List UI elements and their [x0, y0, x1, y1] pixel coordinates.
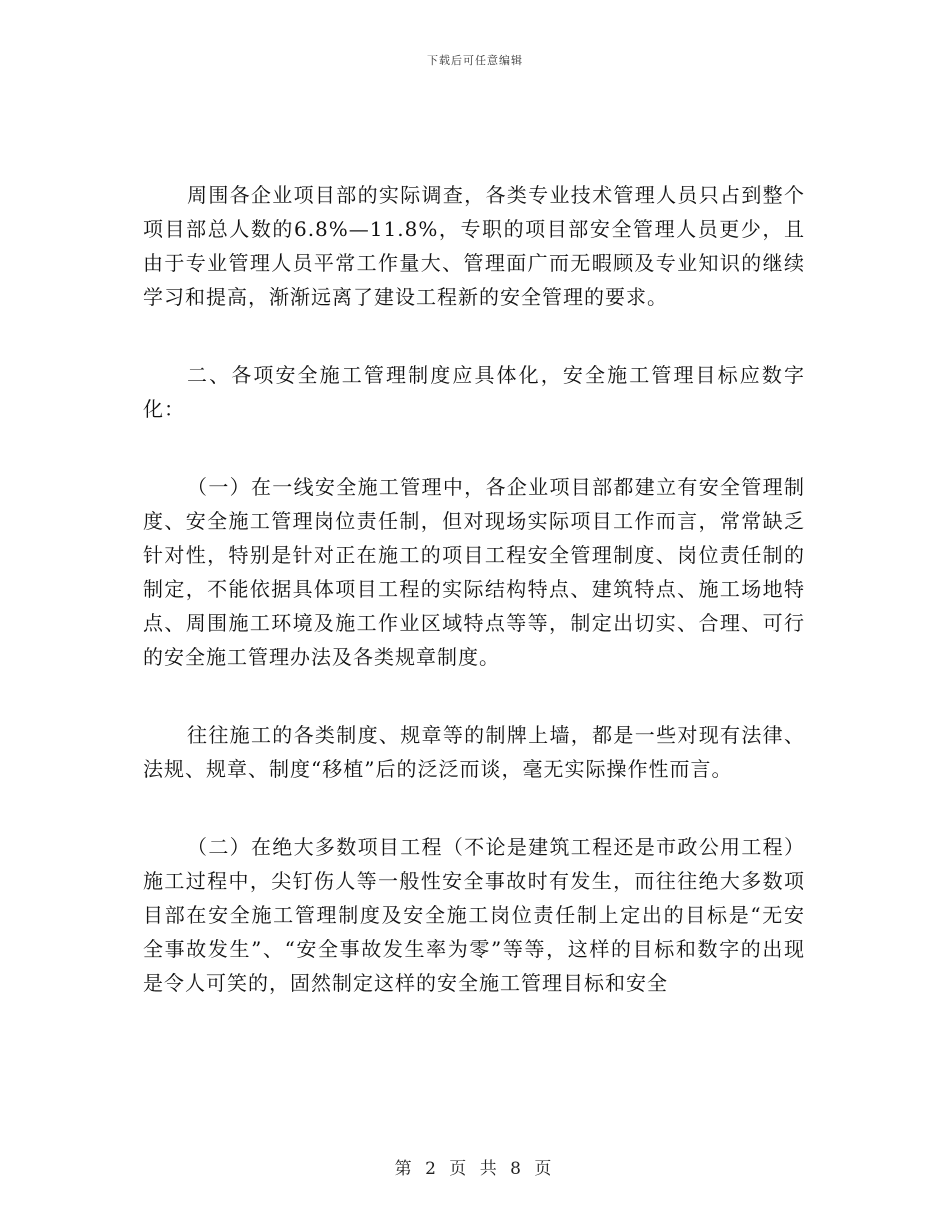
paragraph-section-heading: 二、各项安全施工管理制度应具体化，安全施工管理目标应数字化： [143, 363, 805, 421]
page-header: 下载后可任意编辑 [427, 54, 523, 67]
document-body [143, 178, 805, 1000]
paragraph-rules-on-wall: 往往施工的各类制度、规章等的制牌上墙，都是一些对现有法律、法规、规章、制度“移植”后的泛泛而谈，毫无实际操作性而言。 [143, 723, 805, 781]
paragraph-survey: 周围各企业项目部的实际调查，各类专业技术管理人员只占到整个项目部总人数的6.8%—11.8%，专职的项目部安全管理人员更少，且由于专业管理人员平常工作量大、管理面广而无暇顾及专业知识的继续学习和提高，渐渐远离了建设工程新的安全管理的要求。 [143, 183, 805, 309]
page-number: 第 2 页 共 8 页 [394, 1159, 556, 1179]
paragraph-item-two: （二）在绝大多数项目工程（不论是建筑工程还是市政公用工程）施工过程中，尖钉伤人等一般性安全事故时有发生，而往往绝大多数项目部在安全施工管理制度及安全施工岗位责任制上定出的目标是“无安全事故发生”、“安全事故发生率为零”等等，这样的目标和数字的出现是令人可笑的，固然制定这样的安全施工管理目标和安全 [143, 835, 805, 995]
paragraph-item-one: （一）在一线安全施工管理中，各企业项目部都建立有安全管理制度、安全施工管理岗位责任制，但对现场实际项目工作而言，常常缺乏针对性，特别是针对正在施工的项目工程安全管理制度、岗位责任制的制定，不能依据具体项目工程的实际结构特点、建筑特点、施工场地特点、周围施工环境及施工作业区域特点等等，制定出切实、合理、可行的安全施工管理办法及各类规章制度。 [143, 475, 805, 669]
